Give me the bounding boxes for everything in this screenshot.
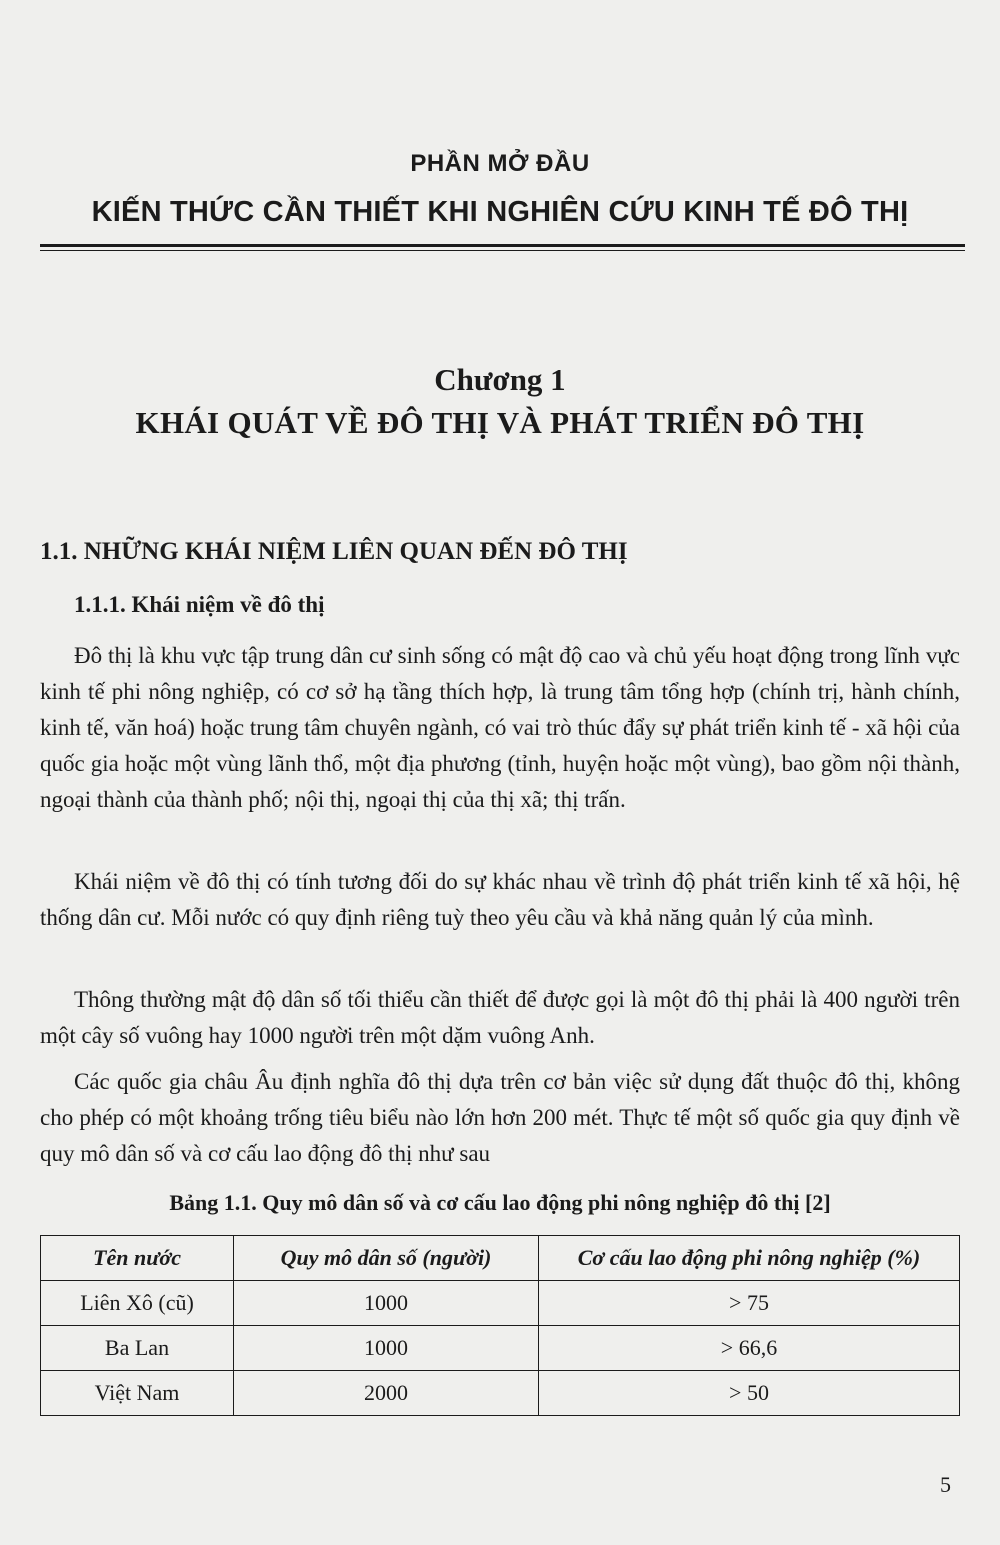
chapter-label: Chương 1 xyxy=(434,362,566,397)
part-title: PHẦN MỞ ĐẦU xyxy=(410,150,590,177)
part-subtitle: KIẾN THỨC CẦN THIẾT KHI NGHIÊN CỨU KINH TẾ ĐÔ THỊ xyxy=(91,196,909,228)
cell-population: 2000 xyxy=(234,1371,539,1416)
cell-population: 1000 xyxy=(234,1281,539,1326)
paragraph-density: Thông thường mật độ dân số tối thiểu cần thiết để được gọi là một đô thị phải là 400 người trên một cây số vuông hay 1000 người trên một dặm vuông Anh. xyxy=(40,987,960,1048)
cell-country: Liên Xô (cũ) xyxy=(41,1281,234,1326)
cell-labor: > 66,6 xyxy=(539,1326,960,1371)
paragraph-definition: Đô thị là khu vực tập trung dân cư sinh sống có mật độ cao và chủ yếu hoạt động trong lĩnh vực kinh tế phi nông nghiệp, có cơ sở hạ tầng thích hợp, là trung tâm tổng hợp (chính trị, hành chính, kinh tế, văn hoá) hoặc trung tâm chuyên ngành, có vai trò thúc đẩy sự phát triển kinh tế - xã hội của quốc gia hoặc một vùng lãnh thổ, một địa phương (tỉnh, huyện hoặc một vùng), bao gồm nội thành, ngoại thành của thành phố; nội thị, ngoại thị của thị xã; thị trấn. xyxy=(40,643,960,812)
table-header-row xyxy=(41,1236,960,1281)
cell-labor: > 50 xyxy=(539,1371,960,1416)
heading-rule-thin xyxy=(40,250,965,251)
cell-labor: > 75 xyxy=(539,1281,960,1326)
table-row xyxy=(41,1371,960,1416)
cell-country: Việt Nam xyxy=(41,1371,234,1416)
page-number: 5 xyxy=(940,1472,951,1497)
section-heading: 1.1. NHỮNG KHÁI NIỆM LIÊN QUAN ĐẾN ĐÔ THỊ xyxy=(40,538,628,565)
cell-population: 1000 xyxy=(234,1326,539,1371)
paragraph-relative-concept: Khái niệm về đô thị có tính tương đối do sự khác nhau về trình độ phát triển kinh tế xã hội, hệ thống dân cư. Mỗi nước có quy định riêng tuỳ theo yêu cầu và khả năng quản lý của mình. xyxy=(40,869,960,930)
heading-rule-thick xyxy=(40,244,965,247)
header-population: Quy mô dân số (người) xyxy=(234,1236,539,1281)
population-labor-table xyxy=(40,1235,960,1416)
table-caption: Bảng 1.1. Quy mô dân số và cơ cấu lao động phi nông nghiệp đô thị [2] xyxy=(169,1190,831,1215)
cell-country: Ba Lan xyxy=(41,1326,234,1371)
header-country: Tên nước xyxy=(41,1236,234,1281)
header-labor-structure: Cơ cấu lao động phi nông nghiệp (%) xyxy=(539,1236,960,1281)
table-row xyxy=(41,1281,960,1326)
chapter-title: KHÁI QUÁT VỀ ĐÔ THỊ VÀ PHÁT TRIỂN ĐÔ THỊ xyxy=(135,405,865,440)
paragraph-european-definition: Các quốc gia châu Âu định nghĩa đô thị dựa trên cơ bản việc sử dụng đất thuộc đô thị, không cho phép có một khoảng trống tiêu biểu nào lớn hơn 200 mét. Thực tế một số quốc gia quy định về quy mô dân số và cơ cấu lao động đô thị như sau xyxy=(40,1069,960,1166)
table-row xyxy=(41,1326,960,1371)
subsection-heading: 1.1.1. Khái niệm về đô thị xyxy=(74,592,325,617)
